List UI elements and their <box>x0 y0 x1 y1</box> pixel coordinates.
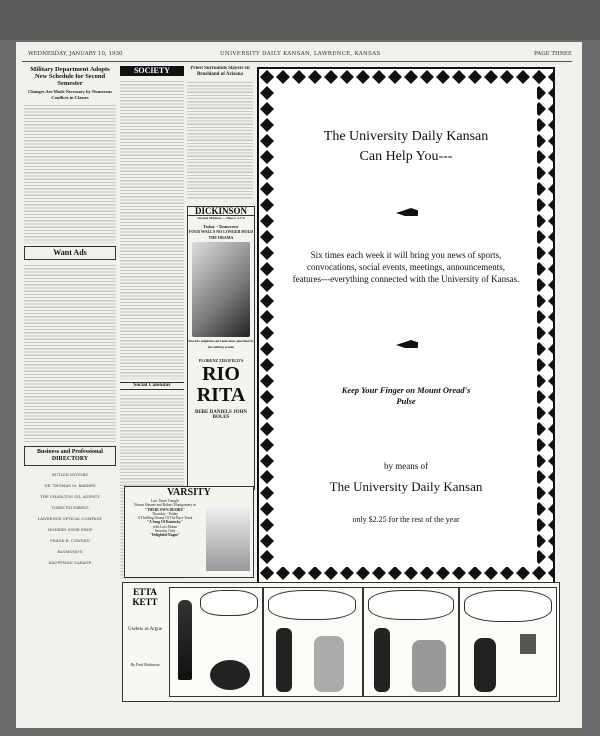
comic-panel-2 <box>263 587 363 697</box>
society-title: SOCIETY <box>120 66 184 76</box>
comic-title: ETTA KETT <box>132 587 158 607</box>
varsity-ad <box>124 486 254 578</box>
character-figure <box>178 600 192 680</box>
comic-panel-4 <box>459 587 557 697</box>
article-text <box>24 103 116 243</box>
character-figure <box>276 628 292 692</box>
comic-sub: Useless as Argue <box>127 627 163 632</box>
varsity-line: Saturday Only <box>154 529 176 534</box>
dickinson-sub: Second Matinee — Shows 3-7-9 <box>197 216 245 220</box>
varsity-line: with Lois Moran <box>152 524 178 529</box>
character-figure <box>210 660 250 690</box>
ad-by-means: by means of <box>384 461 428 471</box>
priest-headline: Priest Surrounds Slayers In Brushland of Arizona <box>190 66 250 77</box>
column-1 <box>24 66 116 700</box>
speech-bubble <box>200 590 258 616</box>
ornament-icon <box>396 340 418 348</box>
directory-item: THE CHARLTON OIL AGENCY <box>40 494 100 499</box>
priest-text <box>187 80 253 200</box>
dickinson-presents: FLORENZ ZIEGFELD'S <box>198 358 244 363</box>
ad-price: only $2.25 for the rest of the year <box>352 515 460 524</box>
comic-strip <box>122 582 560 702</box>
varsity-text <box>127 499 203 538</box>
varsity-line: Norma Shearer and Robert Montgomery in <box>134 503 196 508</box>
comic-panel-1 <box>169 587 263 697</box>
ad-headline-1: The University Daily Kansan <box>323 129 489 144</box>
dickinson-ad <box>187 206 255 490</box>
character-figure <box>374 628 390 692</box>
character-figure <box>314 636 344 692</box>
ad-body: Six times each week it will bring you news of sports, convocations, social events, meetings, announcements, features---everything connected with the University of Kansas. <box>292 250 520 284</box>
directory-item: DR. THOMAS M. BARNES <box>44 483 96 488</box>
varsity-line: "THEIR OWN DESIRE" <box>145 507 185 512</box>
varsity-illustration <box>206 507 250 571</box>
actress-photo <box>192 242 250 337</box>
comic-panel-3 <box>363 587 459 697</box>
header-rule <box>22 61 572 62</box>
varsity-line: Thursday - Friday <box>152 511 178 516</box>
comic-author: By Paul Robinson <box>130 662 160 667</box>
dickinson-today: Today - Tomorrow <box>203 223 239 229</box>
varsity-line: "A Song Of Kentucky" <box>147 520 183 525</box>
dickinson-name: DICKINSON <box>188 207 254 216</box>
character-figure <box>474 638 496 692</box>
header-masthead: UNIVERSITY DAILY KANSAN, LAWRENCE, KANSAS <box>220 51 381 57</box>
directory-title: Business and Professional DIRECTORY <box>37 449 103 462</box>
directory-box <box>24 446 116 466</box>
ad-content <box>277 87 535 565</box>
social-calendar-title: Social Calendar <box>120 382 184 390</box>
page-header <box>20 51 576 61</box>
scan-border <box>0 0 600 40</box>
kansan-ad <box>257 67 555 585</box>
society-text <box>120 79 184 379</box>
ad-headline-2: Can Help You--- <box>359 149 453 164</box>
directory-list <box>24 469 116 568</box>
varsity-line: "Delightful Rogue" <box>149 533 181 538</box>
speech-bubble <box>368 590 454 620</box>
varsity-line: A Thrilling Drama Of The Race Track <box>137 516 193 521</box>
dickinson-show: FOUR WALLS NO LONGER HOLD THE DRAMA <box>188 229 254 240</box>
character-figure <box>412 640 446 692</box>
directory-item: KAUFFMAN GARAGE <box>48 560 92 565</box>
want-ads-text <box>24 263 116 443</box>
varsity-line: Last Times Tonight <box>151 499 179 503</box>
header-date: WEDNESDAY, JANUARY 10, 1930 <box>28 51 123 57</box>
varsity-name: VARSITY <box>167 487 211 498</box>
rio-rita-title: RIO RITA <box>196 362 246 406</box>
directory-item: RAYMOND'S <box>57 549 83 554</box>
ad-slogan: Keep Your Finger on Mount Oread's Pulse <box>341 385 471 406</box>
lamp-shape <box>520 634 536 654</box>
directory-item: LAWRENCE OPTICAL COMPANY <box>37 516 103 521</box>
military-subhead: Changes Are Made Necessary by Numerous Conflicts in Classes <box>28 89 112 100</box>
want-ads-box <box>24 246 116 260</box>
comic-title-block <box>125 587 165 695</box>
directory-item: TOBIN PLUMBING <box>51 505 89 510</box>
directory-item: MODERN SHOE SHOP <box>47 527 93 532</box>
directory-item: BUTLER MOTORS <box>52 472 88 477</box>
military-headline: Military Department Adopts New Schedule for Second Semester <box>30 66 110 87</box>
dickinson-stars: BEBE DANIELS JOHN BOLES <box>195 409 247 420</box>
ad-paper-name: The University Daily Kansan <box>329 479 483 494</box>
speech-bubble <box>464 590 552 622</box>
dickinson-caption: World's mightiest girl and show glorified by the talking screen <box>188 339 254 349</box>
speech-bubble <box>268 590 356 620</box>
header-page: PAGE THREE <box>534 51 572 57</box>
ornament-icon <box>396 208 418 216</box>
want-ads-title: Want Ads <box>53 248 87 257</box>
column-3 <box>187 66 253 206</box>
directory-item: FRANK B. COWDEN <box>50 538 90 543</box>
